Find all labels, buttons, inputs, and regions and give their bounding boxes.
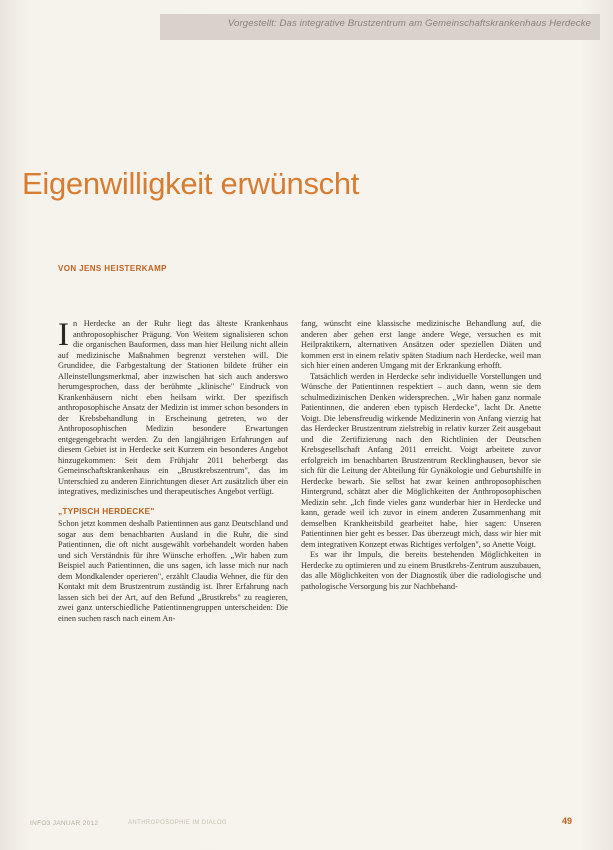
body-paragraph: Tatsächlich werden in Herdecke sehr individuelle Vorstellungen und Wünsche der Patientinnen respektiert – auch dann, wenn sie dem schulmedizinischen Denken widersprechen. „Wir haben ganz normale Patientinnen, die anderen eben typisch Herdecke", lacht Dr. Anette Voigt. Die lebensfreudig wirkende Medizinerin von Anfang vierzig hat das Herdecker Brustzentrum zielstrebig in relativ kurzer Zeit ausgebaut und die Zertifizierung nach den Richtlinien der Deutschen Krebsgesellschaft Anfang 2011 erreicht. Voigt arbeitete zuvor erfolgreich im benachbarten Brustzentrum Recklinghausen, bevor sie sich für die Leitung der Abteilung für Gynäkologie und Geburtshilfe in Herdecke bewarb. Sie selbst hat zwar keinen anthroposophischen Hintergrund, schätzt aber die Möglichkeiten der Anthroposophischen Medizin sehr. „Ich finde vieles ganz wunderbar hier in Herdecke und kann, gerade weil ich zuvor in einem anderen Zusammenhang mit demselben Krankheitsbild gearbeitet habe, hier sagen: Unseren Patientinnen hier geht es besser. Das überzeugt mich, dass wir hier mit dem integrativen Konzept etwas Richtiges verfolgen", so Anette Voigt. [301, 371, 541, 549]
body-paragraph: Schon jetzt kommen deshalb Patientinnen aus ganz Deutschland und sogar aus dem benachbarten Ausland in die Ruhr, die sind Patientinnen, die oft nicht ausgewählt vorbehandelt worden haben und sich Verständnis für ihre Wünsche erhoffen. „Wir haben zum Beispiel auch Patientinnen, die uns sagen, ich lasse mich nur nach dem Mondkalender operieren", erzählt Claudia Wehner, die für den Kontakt mit dem Brustzentrum zuständig ist. Ihrer Erfahrung nach lassen sich bei der Art, auf den Befund „Brustkrebs" zu reagieren, zwei ganz unterschiedliche Patientinnengruppen unterscheiden: Die einen suchen rasch nach einem An- [58, 519, 288, 623]
page-number: 49 [562, 816, 573, 826]
footer-note: ANTHROPOSOPHIE IM DIALOG [128, 820, 227, 826]
right-column [301, 319, 541, 592]
running-head: Vorgestellt: Das integrative Brustzentrum am Gemeinschaftskrankenhaus Herdecke [227, 18, 591, 29]
byline: VON JENS HEISTERKAMP [58, 264, 167, 273]
footer-issue: INFO3 JANUAR 2012 [30, 820, 99, 827]
opening-paragraph [58, 319, 288, 498]
body-paragraph: fang, wünscht eine klassische medizinische Behandlung auf, die anderen aber gehen erst lange andere Wege, versuchen es mit Heilpraktikern, alternativen Ansätzen oder speziellen Diäten und kommen erst in einem relativ späten Stadium nach Herdecke, weil man sich hier einen anderen Umgang mit der Erkrankung erhofft. [301, 319, 541, 370]
section-subhead: „TYPISCH HERDECKE" [58, 505, 155, 516]
article-title: Eigenwilligkeit erwünscht [22, 166, 360, 201]
drop-cap: I [58, 317, 69, 353]
body-paragraph: Es war ihr Impuls, die bereits bestehenden Möglichkeiten in Herdecke zu optimieren und zu einem Brustkrebs-Zentrum auszubauen, das alle Möglichkeiten von der Diagnostik über die radiologische und pathologische Versorgung bis zur Nachbehand- [301, 550, 541, 591]
left-column [58, 319, 288, 624]
opening-paragraph-text: n Herdecke an der Ruhr liegt das älteste Krankenhaus anthroposophischer Prägung. Von Weitem signalisieren schon die organischen Bauformen, dass man hier Heilung nicht allein auf medizinische Maßnahmen begrenzt verstehen will. Die Grundidee, die Farbgestaltung der Stationen bildete früher ein Alleinstellungsmerkmal, aber inzwischen hat sich auch anderswo herumgesprochen, dass der berühmte „klinische" Eindruck von Krankenhäusern nicht eben heilsam wirkt. Der spezifisch anthroposophische Ansatz der Medizin ist immer schon besonders in der Krebsbehandlung in Erscheinung getreten, wo der Anthroposophischen Medizin besondere Erwartungen entgegengebracht werden. Zu den langjährigen Erfahrungen auf diesem Gebiet ist in Herdecke seit Kurzem ein besonderes Angebot hinzugekommen: Seit dem Frühjahr 2011 beherbergt das Gemeinschaftskrankenhaus ein „Brustkrebszentrum", das im Unterschied zu anderen Einrichtungen dieser Art zusätzlich über ein integratives, medizinisches und therapeutisches Angebot verfügt. [58, 319, 288, 496]
